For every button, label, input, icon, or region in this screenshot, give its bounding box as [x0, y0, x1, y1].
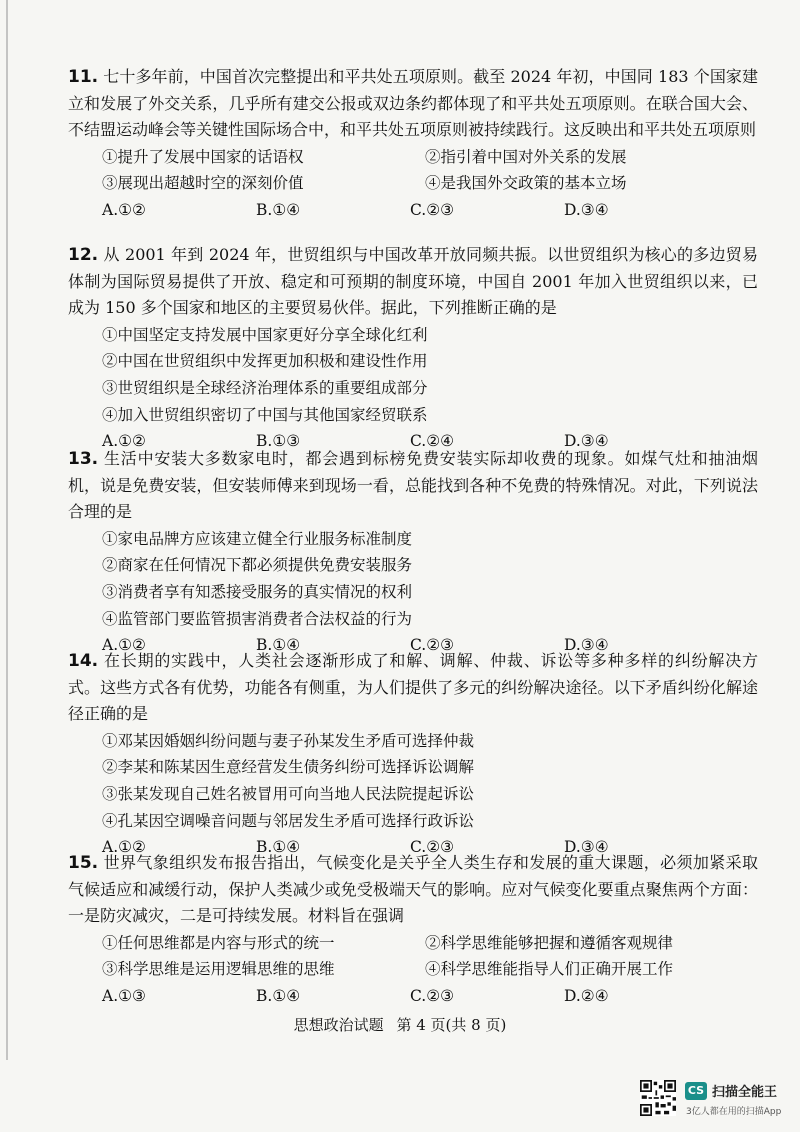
statement-row — [68, 930, 758, 957]
statement-2: ②商家在任何情况下都必须提供免费安装服务 — [102, 556, 413, 575]
question-text: 世界气象组织发布报告指出，气候变化是关乎全人类生存和发展的重大课题，必须加紧采取气候适应和减缓行动，保护人类减少或免受极端天气的影响。应对气候变化要重点聚焦两个方面：一是防灾减灾，二是可持续发展。材料旨在强调 — [68, 853, 758, 926]
question-number: 11. — [68, 67, 99, 87]
choice-d: D.③④ — [564, 838, 609, 857]
statement-3: ③世贸组织是全球经济治理体系的重要组成部分 — [102, 378, 428, 397]
question-11 — [68, 64, 758, 224]
choice-b: B.①④ — [256, 636, 301, 655]
footer-page-number: 第 4 页(共 8 页) — [396, 1016, 507, 1034]
scan-edge-line — [6, 0, 8, 1060]
choice-d: D.③④ — [564, 636, 609, 655]
question-number: 13. — [68, 449, 99, 469]
statement-3: ③消费者享有知悉接受服务的真实情况的权利 — [102, 582, 413, 601]
choice-b: B.①④ — [256, 986, 301, 1005]
question-15 — [68, 850, 758, 1010]
choice-a: A.①② — [102, 636, 146, 655]
statement-4: ④孔某因空调噪音问题与邻居发生矛盾可选择行政诉讼 — [102, 811, 475, 830]
choice-c: C.②③ — [410, 986, 455, 1005]
answer-choices — [68, 197, 758, 224]
statement-row — [68, 170, 758, 197]
statement-2: ②李某和陈某因生意经营发生债务纠纷可选择诉讼调解 — [102, 758, 475, 777]
statement-1: ①任何思维都是内容与形式的统一 — [102, 933, 335, 952]
choice-c: C.②③ — [410, 200, 455, 219]
question-text: 在长期的实践中，人类社会逐渐形成了和解、调解、仲裁、诉讼等多种多样的纠纷解决方式。这些方式各有优势，功能各有侧重，为人们提供了多元的纠纷解决途径。以下矛盾纠纷化解途径正确的是 — [68, 651, 758, 724]
watermark-slogan: 3亿人都在用的扫描App — [686, 1107, 782, 1117]
choice-c: C.②③ — [410, 636, 455, 655]
question-stem — [68, 242, 758, 322]
statement-1: ①中国坚定支持发展中国家更好分享全球化红利 — [102, 325, 428, 344]
choice-d: D.②④ — [564, 986, 609, 1005]
choice-a: A.①② — [102, 838, 146, 857]
choice-c: C.②③ — [410, 838, 455, 857]
statement-3: ③科学思维是运用逻辑思维的思维 — [102, 960, 335, 979]
statement-2: ②科学思维能够把握和遵循客观规律 — [425, 933, 674, 952]
statement-2: ②中国在世贸组织中发挥更加积极和建设性作用 — [102, 352, 428, 371]
question-14 — [68, 648, 758, 861]
question-text: 生活中安装大多数家电时，都会遇到标榜免费安装实际却收费的现象。如煤气灶和抽油烟机，说是免费安装，但安装师傅来到现场一看，总能找到各种不免费的特殊情况。对此，下列说法合理的是 — [68, 449, 758, 522]
statement-1: ①邓某因婚姻纠纷问题与妻子孙某发生矛盾可选择仲裁 — [102, 731, 475, 750]
camscanner-logo-icon: CS — [685, 1082, 707, 1100]
choice-d: D.③④ — [564, 432, 609, 451]
statement-2: ②指引着中国对外关系的发展 — [425, 147, 627, 166]
statement-4: ④是我国外交政策的基本立场 — [425, 174, 627, 193]
footer-subject: 思想政治试题 — [293, 1016, 384, 1034]
question-stem — [68, 850, 758, 930]
statement-3: ③张某发现自己姓名被冒用可向当地人民法院提起诉讼 — [102, 784, 475, 803]
question-number: 15. — [68, 853, 99, 873]
qr-code-icon — [640, 1080, 676, 1116]
question-text: 七十多年前，中国首次完整提出和平共处五项原则。截至 2024 年初，中国同 183 个国家建立和发展了外交关系，几乎所有建交公报或双边条约都体现了和平共处五项原则。在联合国大会、不结盟运动峰会等关键性国际场合中，和平共处五项原则被持续践行。这反映出和平共处五项原则 — [68, 67, 758, 140]
statement-row — [68, 956, 758, 983]
statement-3: ③展现出超越时空的深刻价值 — [102, 174, 304, 193]
statement-row — [68, 144, 758, 171]
answer-choices — [68, 983, 758, 1010]
choice-a: A.①② — [102, 432, 146, 451]
choice-d: D.③④ — [564, 200, 609, 219]
statement-4: ④科学思维能指导人们正确开展工作 — [425, 960, 674, 979]
page-footer — [0, 1014, 800, 1035]
statement-1: ①提升了发展中国家的话语权 — [102, 147, 304, 166]
question-12 — [68, 242, 758, 455]
choice-c: C.②④ — [410, 432, 455, 451]
statement-4: ④监管部门要监管损害消费者合法权益的行为 — [102, 609, 413, 628]
choice-b: B.①④ — [256, 838, 301, 857]
question-number: 12. — [68, 245, 99, 265]
question-text: 从 2001 年到 2024 年，世贸组织与中国改革开放同频共振。以世贸组织为核心的多边贸易体制为国际贸易提供了开放、稳定和可预期的制度环境，中国自 2001 年加入世贸组织以来，已成为 150 多个国家和地区的主要贸易伙伴。据此，下列推断正确的是 — [68, 245, 758, 318]
question-13 — [68, 446, 758, 659]
choice-b: B.①④ — [256, 200, 301, 219]
question-stem — [68, 648, 758, 728]
question-stem — [68, 446, 758, 526]
question-stem — [68, 64, 758, 144]
statement-4: ④加入世贸组织密切了中国与其他国家经贸联系 — [102, 405, 428, 424]
choice-a: A.①③ — [102, 986, 146, 1005]
statement-1: ①家电品牌方应该建立健全行业服务标准制度 — [102, 529, 413, 548]
question-number: 14. — [68, 651, 99, 671]
choice-a: A.①② — [102, 200, 146, 219]
watermark-app-name: 扫描全能王 — [712, 1085, 778, 1100]
choice-b: B.①③ — [256, 432, 301, 451]
